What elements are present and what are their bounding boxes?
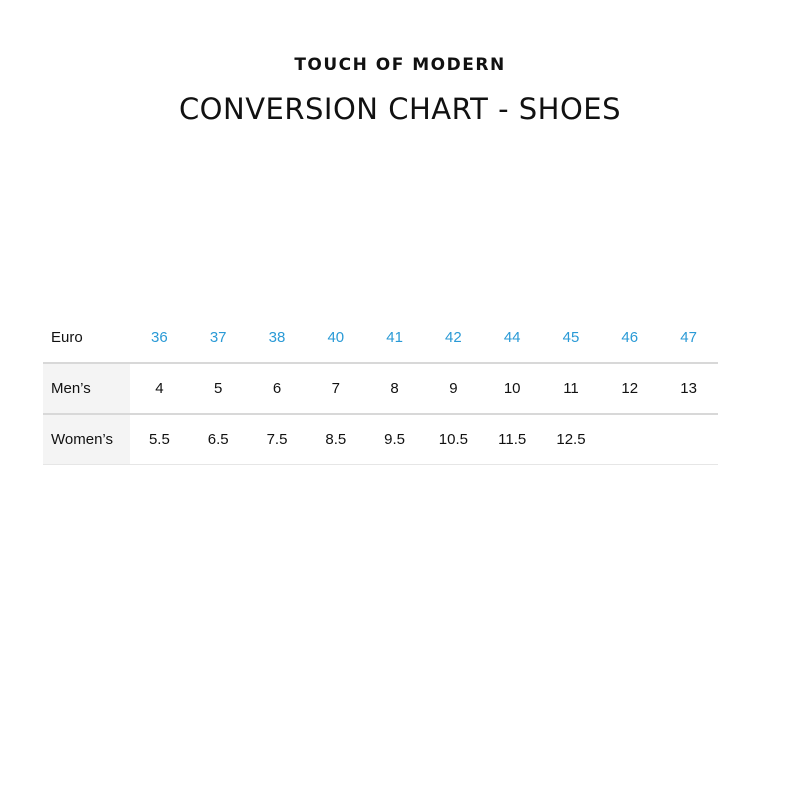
womens-size-cell: 9.5: [365, 414, 424, 465]
womens-size-cell: 5.5: [130, 414, 189, 465]
row-label-mens: Men’s: [43, 363, 130, 414]
womens-size-cell: [600, 414, 659, 465]
womens-row: [43, 414, 718, 465]
mens-size-cell: 10: [483, 363, 542, 414]
euro-size-cell: 40: [306, 313, 365, 363]
euro-size-cell: 44: [483, 313, 542, 363]
page-title: CONVERSION CHART - SHOES: [178, 92, 622, 126]
brand-logo: TOUCH OF MODERN: [294, 55, 506, 75]
womens-size-cell: 11.5: [483, 414, 542, 465]
euro-size-cell: 47: [659, 313, 718, 363]
mens-size-cell: 5: [189, 363, 248, 414]
mens-size-cell: 6: [248, 363, 307, 414]
mens-size-cell: 12: [600, 363, 659, 414]
size-conversion-table: [43, 313, 718, 465]
mens-size-cell: 13: [659, 363, 718, 414]
womens-size-cell: [659, 414, 718, 465]
euro-row: [43, 313, 718, 363]
euro-size-cell: 41: [365, 313, 424, 363]
womens-size-cell: 12.5: [542, 414, 601, 465]
womens-size-cell: 7.5: [248, 414, 307, 465]
mens-size-cell: 7: [306, 363, 365, 414]
mens-size-cell: 11: [542, 363, 601, 414]
euro-size-cell: 45: [542, 313, 601, 363]
mens-size-cell: 9: [424, 363, 483, 414]
euro-size-cell: 37: [189, 313, 248, 363]
womens-size-cell: 6.5: [189, 414, 248, 465]
euro-size-cell: 42: [424, 313, 483, 363]
row-label-euro: Euro: [43, 313, 130, 363]
womens-size-cell: 8.5: [306, 414, 365, 465]
mens-size-cell: 4: [130, 363, 189, 414]
row-label-womens: Women’s: [43, 414, 130, 465]
mens-row: [43, 363, 718, 414]
womens-size-cell: 10.5: [424, 414, 483, 465]
euro-size-cell: 36: [130, 313, 189, 363]
mens-size-cell: 8: [365, 363, 424, 414]
euro-size-cell: 38: [248, 313, 307, 363]
euro-size-cell: 46: [600, 313, 659, 363]
